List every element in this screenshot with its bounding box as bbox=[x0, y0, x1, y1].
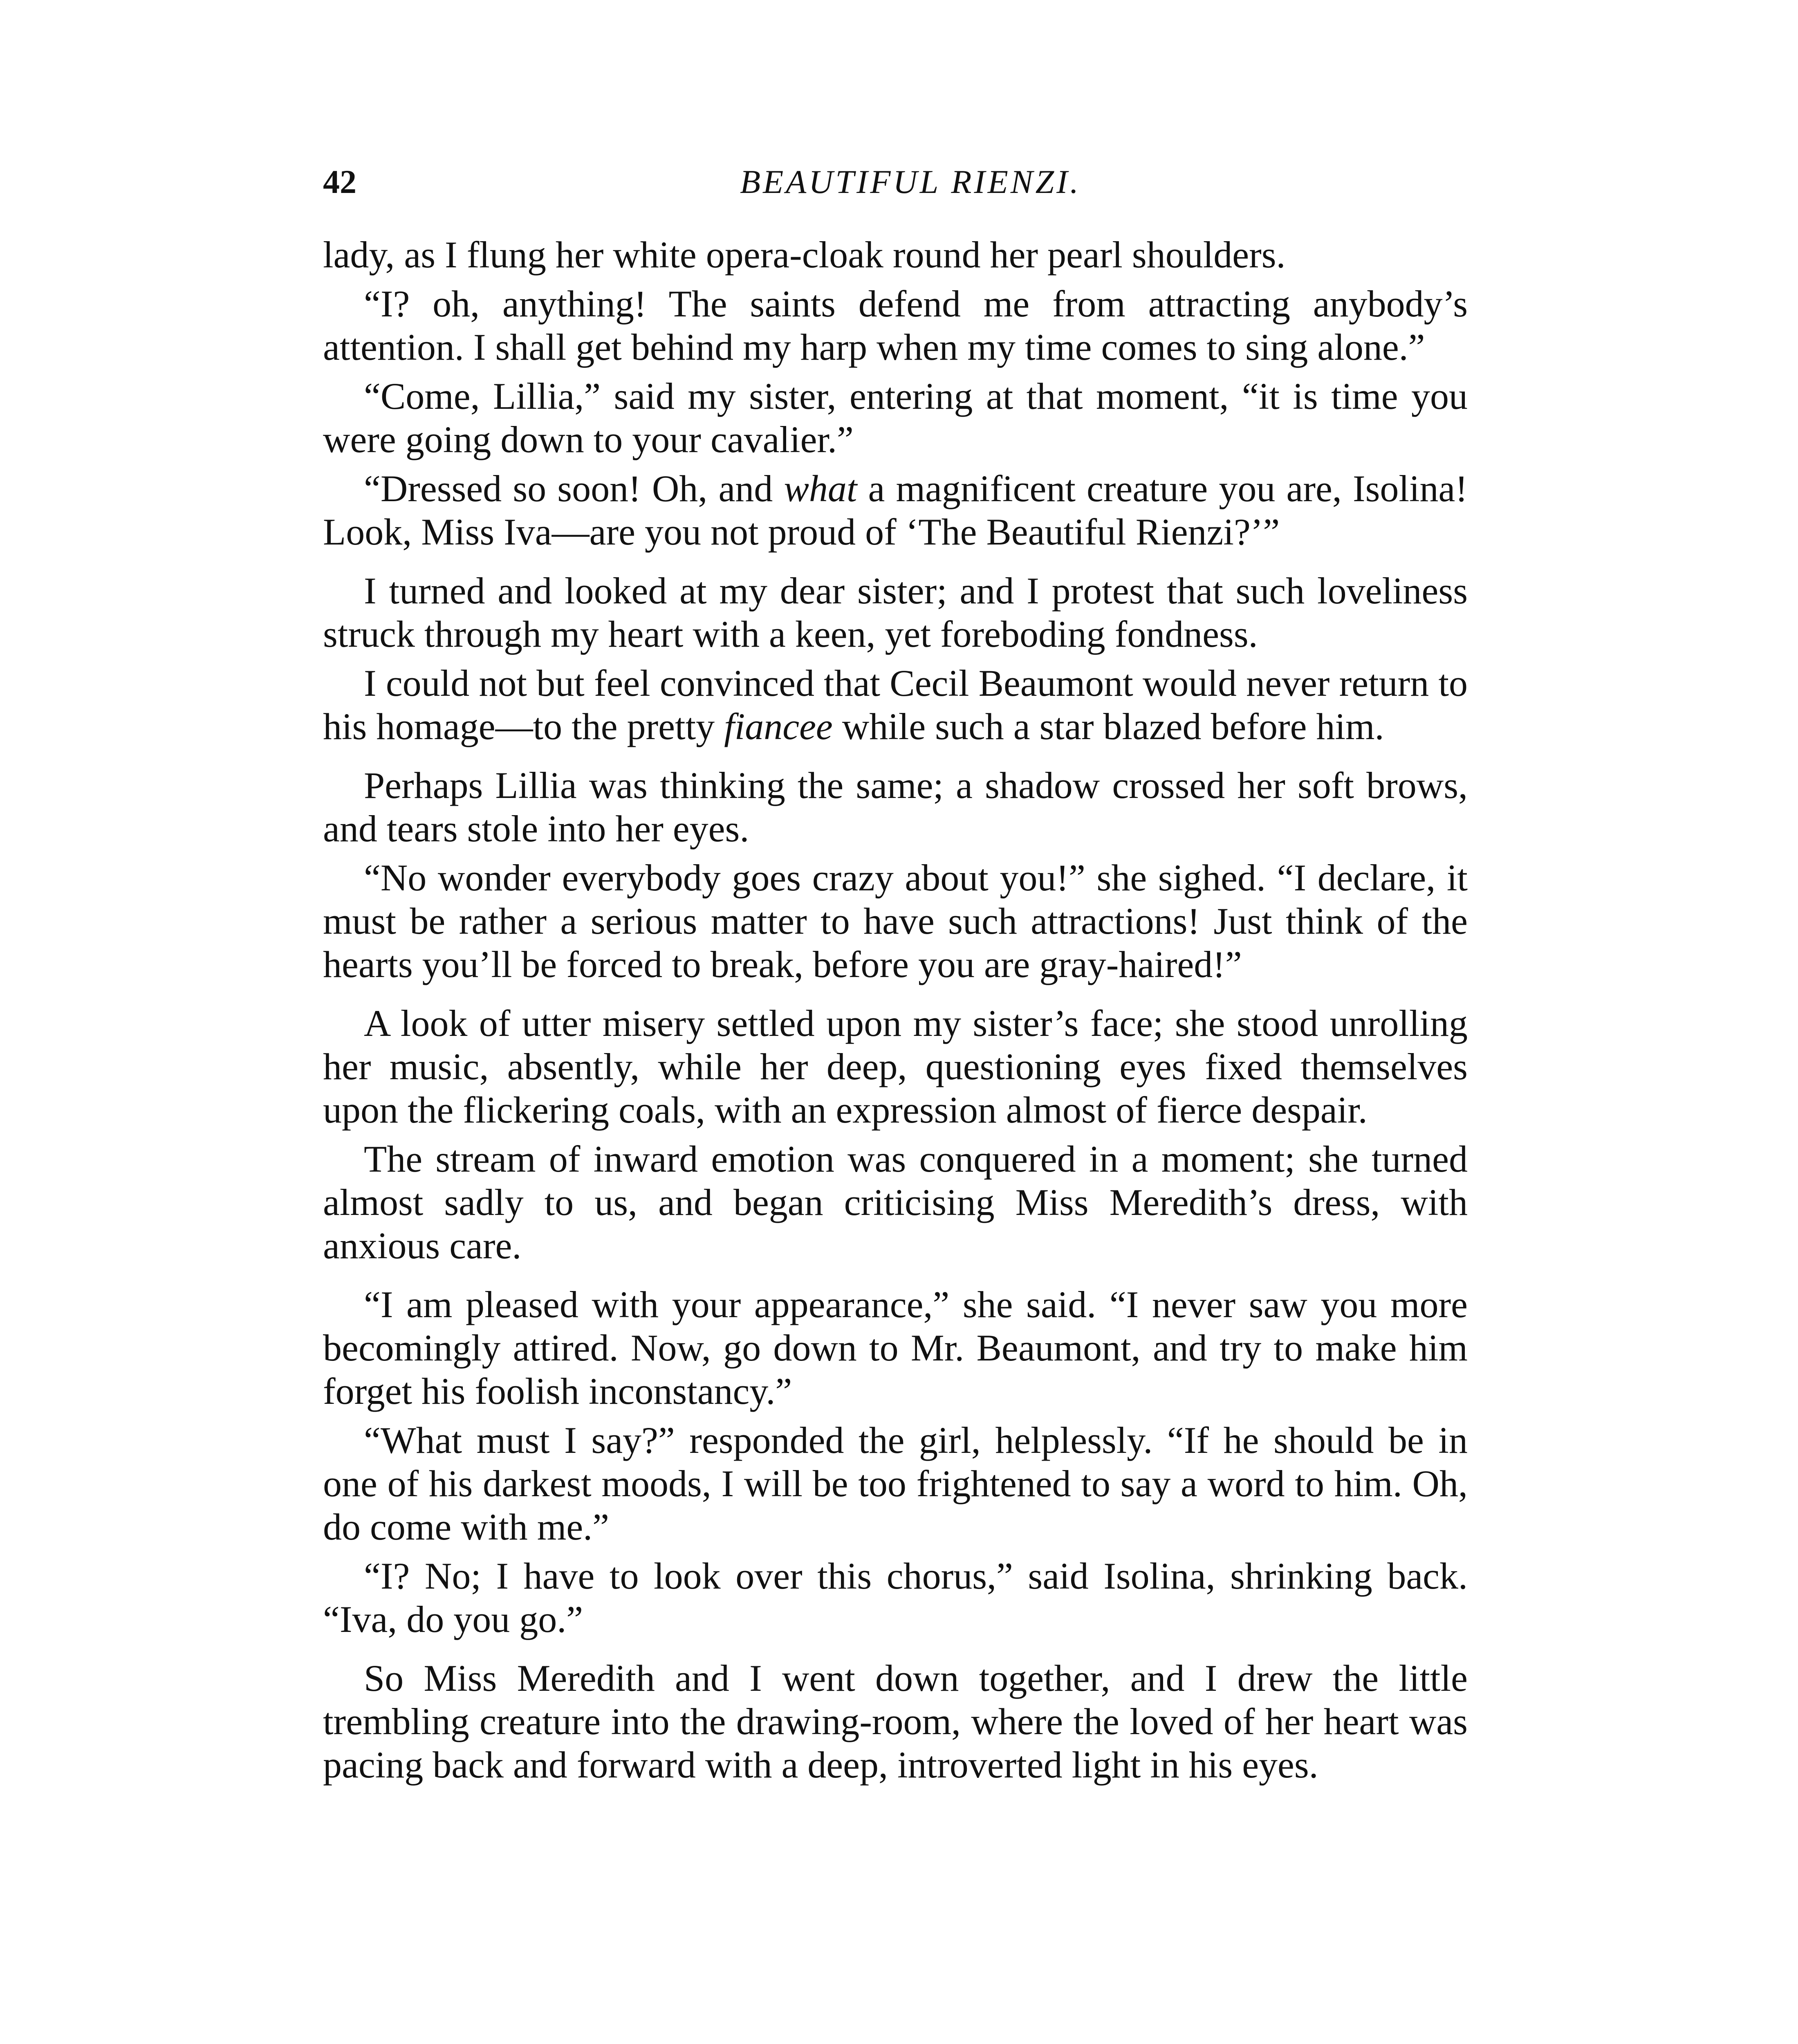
paragraph: The stream of inward emotion was conquered in a moment; she turned almost sadly to us, and began criticising Miss Meredith’s dress, with anxious care. bbox=[323, 1138, 1468, 1266]
paragraph-text: while such a star blazed before him. bbox=[832, 706, 1384, 747]
paragraph: Perhaps Lillia was thinking the same; a shadow crossed her soft brows, and tears stole into her eyes. bbox=[323, 764, 1468, 849]
paragraph: A look of utter misery settled upon my sister’s face; she stood unrolling her music, absently, while her deep, questioning eyes fixed themselves upon the flickering coals, with an expression almost of fierce despair. bbox=[323, 1002, 1468, 1131]
paragraph: lady, as I flung her white opera-cloak round her pearl shoulders. bbox=[323, 234, 1286, 276]
page-number: 42 bbox=[323, 163, 356, 200]
paragraph: “No wonder everybody goes crazy about you!” she sighed. “I declare, it must be rather a serious matter to have such attractions! Just think of the hearts you’ll be forced to break, before you are gray-haired!” bbox=[323, 857, 1468, 985]
paragraph-text: I could not but feel convinced that Cecil Beaumont would never return to his homage—to the pretty bbox=[323, 662, 1468, 747]
running-title: BEAUTIFUL RIENZI. bbox=[740, 163, 1081, 200]
paragraph bbox=[323, 467, 1468, 554]
italic-word: fiancee bbox=[724, 706, 833, 747]
paragraph: “Come, Lillia,” said my sister, entering at that moment, “it is time you were going down to your cavalier.” bbox=[323, 375, 1468, 460]
page-header bbox=[323, 161, 1468, 206]
paragraph bbox=[323, 661, 1468, 748]
paragraph: “I? oh, anything! The saints defend me from attracting anybody’s attention. I shall get behind my harp when my time comes to sing alone.” bbox=[323, 283, 1468, 368]
paragraph: I turned and looked at my dear sister; and I protest that such loveliness struck through my heart with a keen, yet foreboding fondness. bbox=[323, 570, 1468, 655]
paragraph: “What must I say?” responded the girl, helplessly. “If he should be in one of his darkest moods, I will be too frightened to say a word to him. Oh, do come with me.” bbox=[323, 1419, 1468, 1548]
paragraph-text: “Dressed so soon! Oh, and bbox=[364, 468, 784, 509]
italic-word: what bbox=[784, 468, 857, 509]
body-text bbox=[323, 233, 1468, 2044]
paragraph: “I am pleased with your appearance,” she said. “I never saw you more becomingly attired. Now, go down to Mr. Beaumont, and try to make him forget his foolish inconstancy.” bbox=[323, 1284, 1468, 1412]
paragraph: So Miss Meredith and I went down together, and I drew the little trembling creature into the drawing-room, where the loved of her heart was pacing back and forward with a deep, introverted light in his eyes. bbox=[323, 1657, 1468, 1786]
paragraph: “I? No; I have to look over this chorus,” said Isolina, shrinking back. “Iva, do you go.” bbox=[323, 1555, 1468, 1640]
paragraph-text: a magnificent creature you are, Isolina! Look, Miss Iva—are you not proud of ‘The Beautiful Rienzi?’” bbox=[323, 468, 1468, 553]
